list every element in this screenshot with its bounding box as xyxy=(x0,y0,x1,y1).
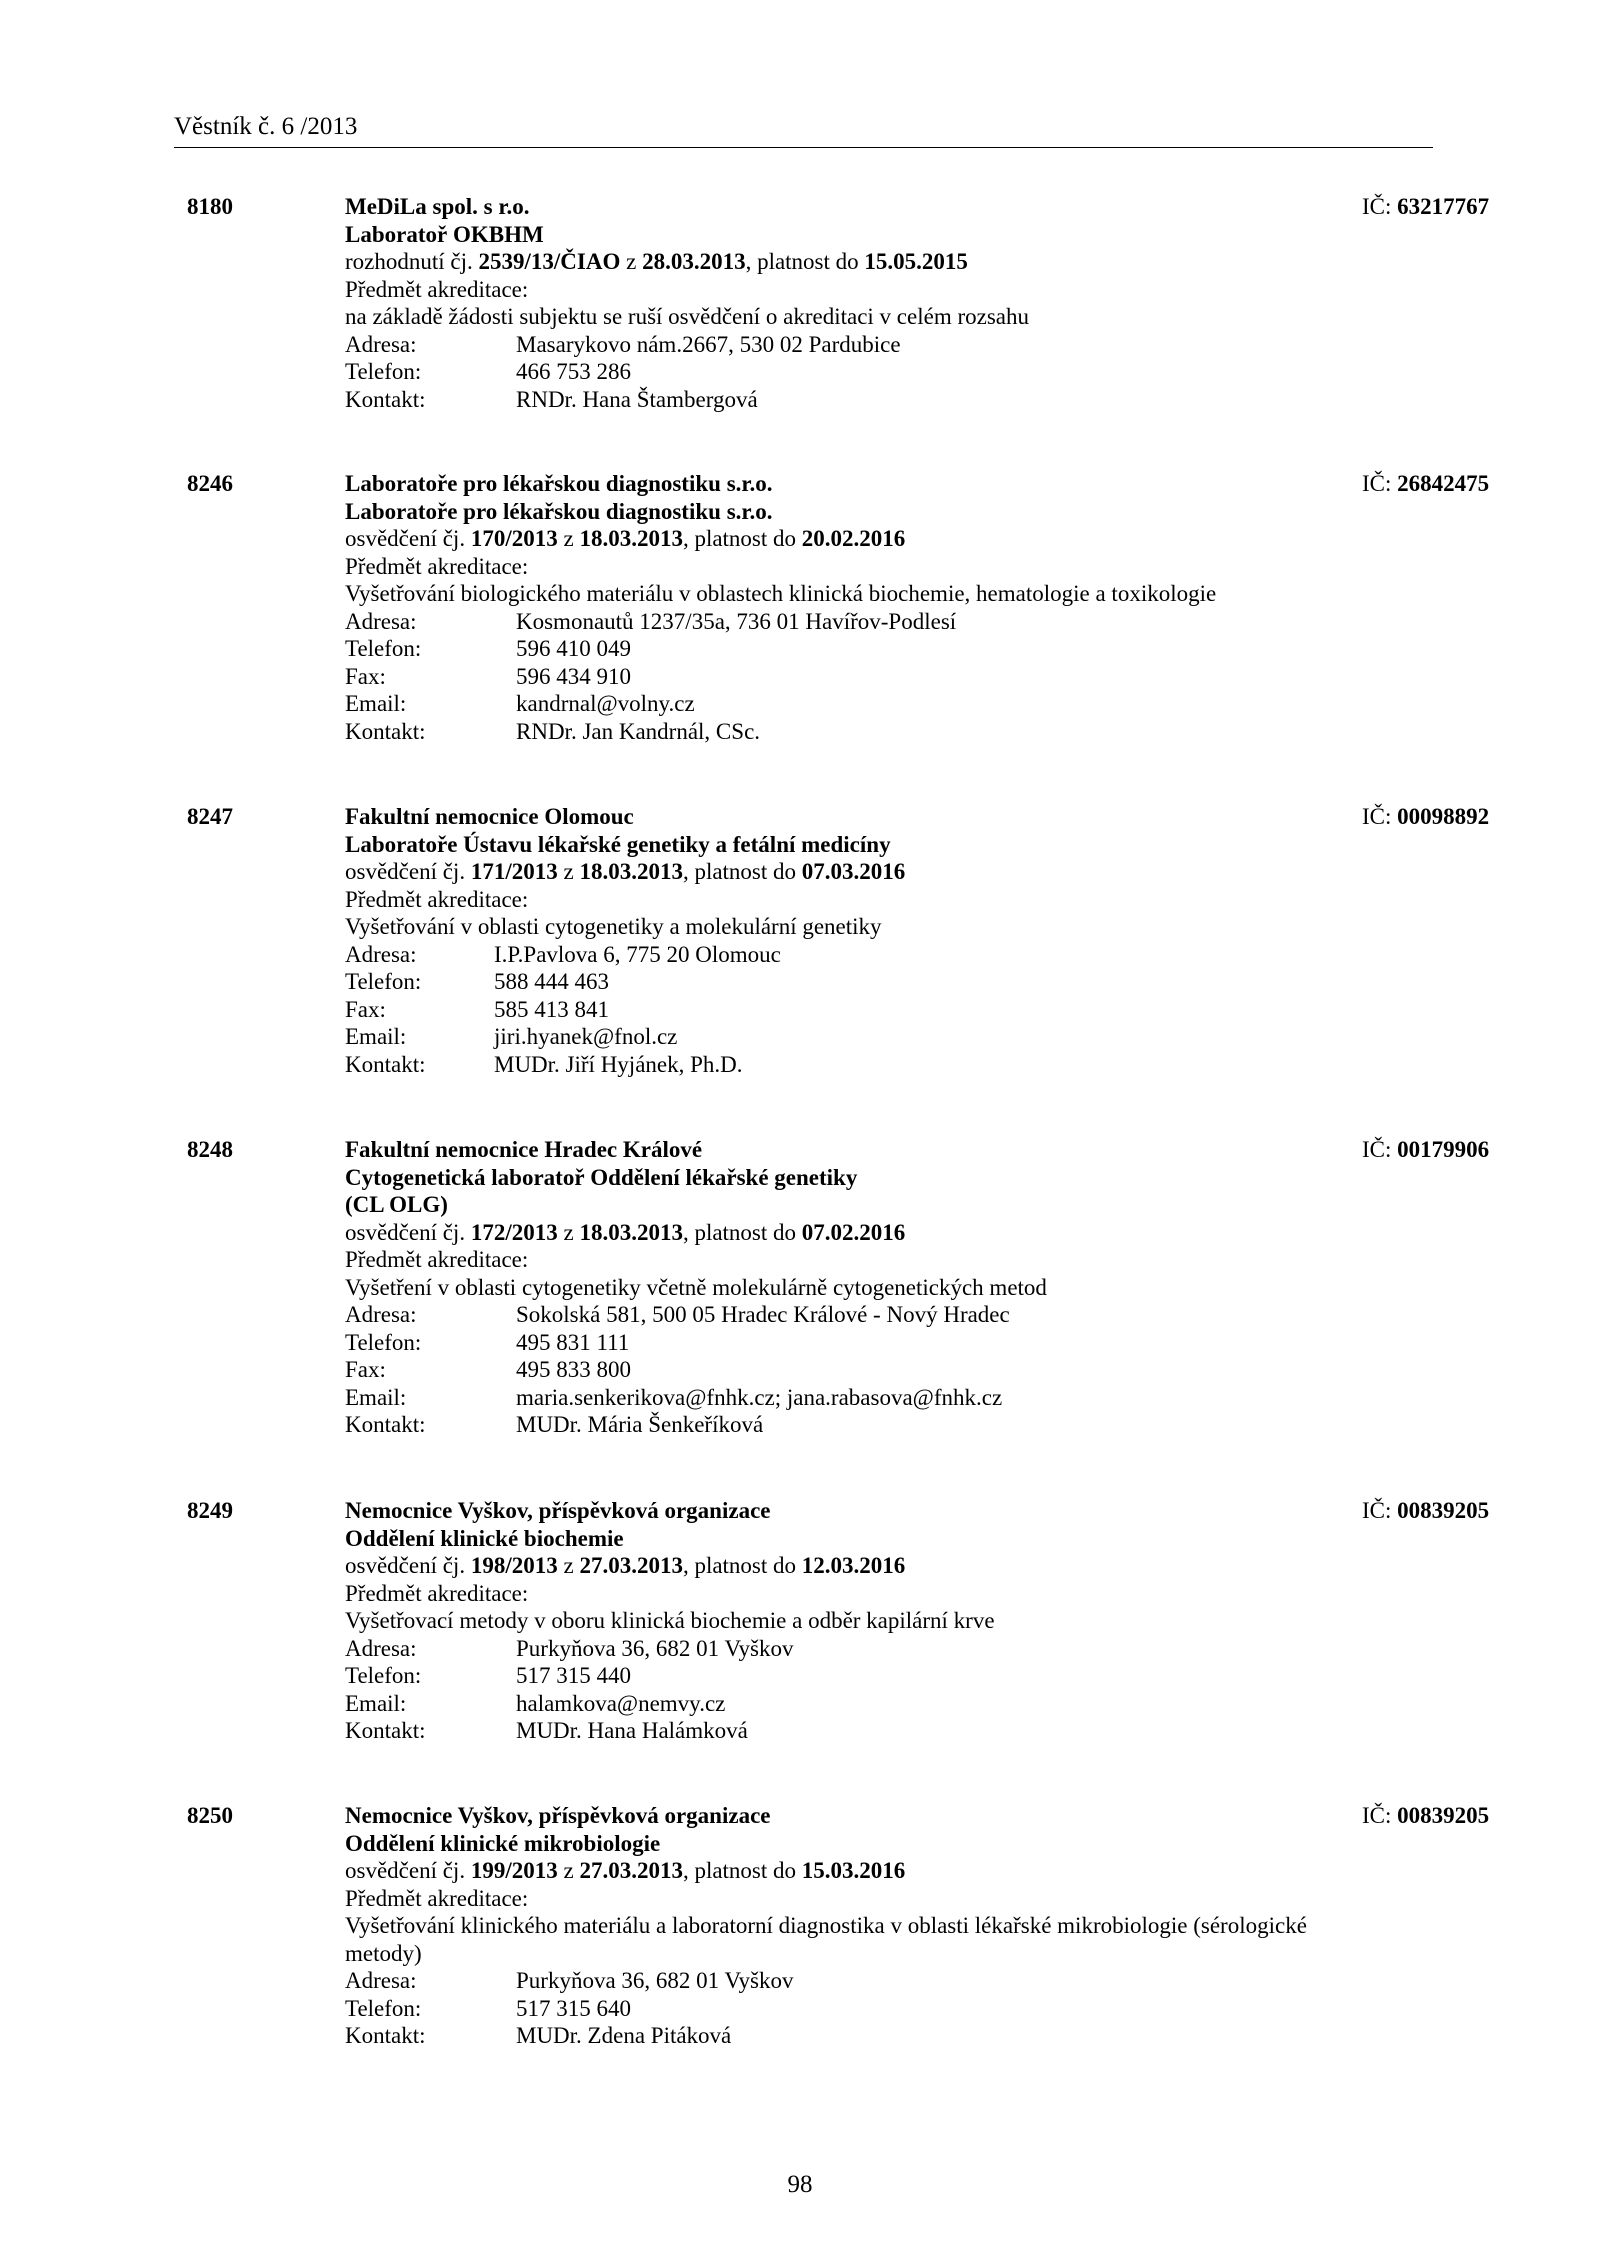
contact-value: RNDr. Hana Štambergová xyxy=(516,386,758,412)
contact-value: kandrnal@volny.cz xyxy=(516,691,695,716)
decision-line xyxy=(345,525,1435,553)
contact-row xyxy=(345,1384,1435,1412)
subject-label: Předmět akreditace: xyxy=(345,886,529,912)
entry-body xyxy=(345,470,1490,745)
contact-label: Telefon: xyxy=(345,1663,422,1688)
date-prefix: z xyxy=(557,859,580,884)
contact-row xyxy=(345,1635,1435,1663)
contact-label: Kontakt: xyxy=(345,386,426,412)
contact-value: Masarykovo nám.2667, 530 02 Pardubice xyxy=(516,331,901,357)
unit-name: Cytogenetická laboratoř Oddělení lékařské genetiky xyxy=(345,1164,858,1190)
entry-body xyxy=(345,1497,1490,1745)
contact-value: MUDr. Zdena Pitáková xyxy=(516,2023,732,2048)
subject-text: Vyšetřování klinického materiálu a laboratorní diagnostika v oblasti lékařské mikrobiologie (sérologické metody) xyxy=(345,1913,1307,1966)
contact-label: Email: xyxy=(345,691,407,716)
ic-number xyxy=(1362,193,1489,221)
entry-number: 8250 xyxy=(187,1803,233,1828)
ic-number xyxy=(1362,1802,1489,1830)
validity-prefix: , platnost do xyxy=(682,1858,802,1883)
organization-name: MeDiLa spol. s r.o. xyxy=(345,194,530,219)
subject-text: Vyšetřování v oblasti cytogenetiky a molekulární genetiky xyxy=(345,914,882,939)
doc-type: osvědčení čj. xyxy=(345,1219,471,1245)
contact-value: jiri.hyanek@fnol.cz xyxy=(494,1024,678,1049)
entry-body xyxy=(345,1802,1490,2050)
ic-label: IČ: xyxy=(1362,1498,1392,1523)
unit-name-continued: (CL OLG) xyxy=(345,1192,448,1217)
decision-line xyxy=(345,1552,1435,1580)
contact-label: Kontakt: xyxy=(345,1412,426,1437)
doc-number: 199/2013 xyxy=(470,1858,558,1883)
contact-row xyxy=(345,1356,1435,1384)
decision-line xyxy=(345,1219,1435,1247)
doc-number: 198/2013 xyxy=(470,1553,558,1578)
organization-name: Nemocnice Vyškov, příspěvková organizace xyxy=(345,1803,771,1828)
issue-date: 27.03.2013 xyxy=(579,1553,683,1578)
subject-label: Předmět akreditace: xyxy=(345,276,529,302)
decision-line xyxy=(345,248,1435,276)
issue-date: 18.03.2013 xyxy=(579,859,683,884)
contact-label: Adresa: xyxy=(345,1635,417,1661)
entry-body xyxy=(345,1136,1490,1439)
contact-row xyxy=(345,358,1435,386)
entry-number: 8246 xyxy=(187,471,233,496)
unit-name: Laboratoře pro lékařskou diagnostiku s.r.o. xyxy=(345,498,773,524)
subject-label: Předmět akreditace: xyxy=(345,1247,529,1272)
issue-date: 18.03.2013 xyxy=(579,526,683,551)
ic-label: IČ: xyxy=(1362,1137,1392,1162)
unit-name: Laboratoře Ústavu lékařské genetiky a fetální medicíny xyxy=(345,831,891,857)
organization-name: Fakultní nemocnice Olomouc xyxy=(345,804,634,829)
contact-value: RNDr. Jan Kandrnál, CSc. xyxy=(516,718,761,744)
validity-prefix: , platnost do xyxy=(682,1553,802,1578)
entry-number: 8249 xyxy=(187,1498,233,1523)
organization-name: Fakultní nemocnice Hradec Králové xyxy=(345,1137,703,1162)
contact-value: 517 315 640 xyxy=(516,1995,631,2021)
contact-value: 495 833 800 xyxy=(516,1357,631,1382)
contact-row xyxy=(345,635,1435,663)
contact-value: MUDr. Hana Halámková xyxy=(516,1718,748,1743)
date-prefix: z xyxy=(557,526,580,551)
doc-type: osvědčení čj. xyxy=(345,1553,471,1578)
doc-number: 172/2013 xyxy=(470,1219,558,1245)
validity-prefix: , platnost do xyxy=(682,859,802,884)
ic-label: IČ: xyxy=(1362,471,1392,496)
subject-label: Předmět akreditace: xyxy=(345,553,529,579)
unit-name: Oddělení klinické biochemie xyxy=(345,1525,624,1551)
contact-label: Fax: xyxy=(345,663,386,689)
ic-value: 63217767 xyxy=(1397,194,1490,219)
contact-label: Email: xyxy=(345,1024,407,1049)
contact-row xyxy=(345,1662,1435,1690)
decision-line xyxy=(345,1857,1435,1885)
validity-date: 20.02.2016 xyxy=(801,526,906,551)
unit-name: Laboratoř OKBHM xyxy=(345,221,544,247)
contact-row xyxy=(345,690,1435,718)
validity-prefix: , platnost do xyxy=(682,1219,802,1245)
contact-label: Adresa: xyxy=(345,941,417,967)
validity-date: 15.05.2015 xyxy=(864,249,968,274)
contact-row xyxy=(345,331,1435,359)
contact-row xyxy=(345,1329,1435,1357)
contact-row xyxy=(345,1717,1435,1745)
issue-date: 27.03.2013 xyxy=(579,1858,683,1883)
header-divider xyxy=(174,147,1433,148)
issue-date: 18.03.2013 xyxy=(579,1219,683,1245)
ic-number xyxy=(1362,470,1489,498)
ic-value: 00839205 xyxy=(1397,1803,1490,1828)
contact-row xyxy=(345,968,1435,996)
subject-label: Předmět akreditace: xyxy=(345,1885,529,1911)
contact-label: Kontakt: xyxy=(345,1051,426,1077)
contact-row xyxy=(345,718,1435,746)
contact-value: maria.senkerikova@fnhk.cz; jana.rabasova@fnhk.cz xyxy=(516,1384,1003,1410)
contact-row xyxy=(345,1995,1435,2023)
doc-type: osvědčení čj. xyxy=(345,526,471,551)
contact-label: Telefon: xyxy=(345,1995,422,2021)
contact-row xyxy=(345,386,1435,414)
contact-row xyxy=(345,1051,1435,1079)
contact-label: Telefon: xyxy=(345,359,422,384)
contact-row xyxy=(345,1690,1435,1718)
contact-row xyxy=(345,663,1435,691)
entry-number: 8248 xyxy=(187,1137,233,1162)
subject-text: na základě žádosti subjektu se ruší osvědčení o akreditaci v celém rozsahu xyxy=(345,304,1029,329)
contact-value: I.P.Pavlova 6, 775 20 Olomouc xyxy=(494,941,781,967)
subject-text: Vyšetřovací metody v oboru klinická biochemie a odběr kapilární krve xyxy=(345,1608,995,1633)
doc-number: 2539/13/ČIAO xyxy=(478,249,621,274)
date-prefix: z xyxy=(620,249,643,274)
decision-line xyxy=(345,858,1435,886)
contact-value: 495 831 111 xyxy=(516,1329,630,1355)
contact-value: 596 410 049 xyxy=(516,636,631,661)
ic-number xyxy=(1362,1497,1489,1525)
contact-value: 588 444 463 xyxy=(494,969,609,994)
date-prefix: z xyxy=(557,1858,580,1883)
entry-number: 8247 xyxy=(187,804,233,829)
ic-value: 26842475 xyxy=(1397,471,1490,496)
validity-prefix: , platnost do xyxy=(682,526,802,551)
ic-value: 00098892 xyxy=(1397,804,1490,829)
page-number: 98 xyxy=(787,2171,813,2198)
organization-name: Nemocnice Vyškov, příspěvková organizace xyxy=(345,1498,771,1523)
doc-type: osvědčení čj. xyxy=(345,1858,471,1883)
unit-name: Oddělení klinické mikrobiologie xyxy=(345,1830,661,1856)
validity-prefix: , platnost do xyxy=(745,249,865,274)
contact-row xyxy=(345,1967,1435,1995)
contact-value: 517 315 440 xyxy=(516,1663,631,1688)
contact-row xyxy=(345,996,1435,1024)
contact-value: 466 753 286 xyxy=(516,359,631,384)
contact-value: MUDr. Mária Šenkeříková xyxy=(516,1412,764,1437)
date-prefix: z xyxy=(557,1219,580,1245)
contact-label: Kontakt: xyxy=(345,718,426,744)
contact-label: Telefon: xyxy=(345,1329,422,1355)
contact-value: MUDr. Jiří Hyjánek, Ph.D. xyxy=(494,1051,743,1077)
validity-date: 15.03.2016 xyxy=(801,1858,906,1883)
contact-row xyxy=(345,1301,1435,1329)
entry-number: 8180 xyxy=(187,194,233,219)
contact-label: Telefon: xyxy=(345,969,422,994)
ic-value: 00839205 xyxy=(1397,1498,1490,1523)
contact-value: 596 434 910 xyxy=(516,663,631,689)
contact-value: Purkyňova 36, 682 01 Vyškov xyxy=(516,1635,794,1661)
subject-label: Předmět akreditace: xyxy=(345,1580,529,1606)
page-header-title: Věstník č. 6 /2013 xyxy=(174,113,358,140)
doc-type: rozhodnutí čj. xyxy=(345,249,479,274)
contact-value: Sokolská 581, 500 05 Hradec Králové - Nový Hradec xyxy=(516,1302,1010,1327)
ic-number xyxy=(1362,803,1489,831)
contact-label: Telefon: xyxy=(345,636,422,661)
contact-row xyxy=(345,1023,1435,1051)
contact-value: 585 413 841 xyxy=(494,996,609,1022)
contact-label: Email: xyxy=(345,1690,407,1716)
date-prefix: z xyxy=(557,1553,580,1578)
contact-label: Kontakt: xyxy=(345,2023,426,2048)
doc-type: osvědčení čj. xyxy=(345,859,471,884)
contact-label: Kontakt: xyxy=(345,1718,426,1743)
contact-value: Purkyňova 36, 682 01 Vyškov xyxy=(516,1968,794,1993)
contact-value: halamkova@nemvy.cz xyxy=(516,1690,726,1716)
doc-number: 170/2013 xyxy=(470,526,558,551)
contact-label: Adresa: xyxy=(345,1968,417,1993)
contact-row xyxy=(345,2022,1435,2050)
subject-text: Vyšetření v oblasti cytogenetiky včetně molekulárně cytogenetických metod xyxy=(345,1274,1047,1300)
ic-label: IČ: xyxy=(1362,1803,1392,1828)
ic-label: IČ: xyxy=(1362,804,1392,829)
organization-name: Laboratoře pro lékařskou diagnostiku s.r.o. xyxy=(345,471,773,496)
contact-value: Kosmonautů 1237/35a, 736 01 Havířov-Podlesí xyxy=(516,608,957,634)
validity-date: 07.03.2016 xyxy=(801,859,906,884)
issue-date: 28.03.2013 xyxy=(642,249,746,274)
contact-label: Adresa: xyxy=(345,608,417,634)
subject-text: Vyšetřování biologického materiálu v oblastech klinická biochemie, hematologie a toxikologie xyxy=(345,581,1217,606)
contact-label: Fax: xyxy=(345,996,386,1022)
validity-date: 07.02.2016 xyxy=(801,1219,906,1245)
contact-row xyxy=(345,608,1435,636)
contact-label: Adresa: xyxy=(345,331,417,357)
contact-label: Fax: xyxy=(345,1357,386,1382)
doc-number: 171/2013 xyxy=(470,859,558,884)
contact-row xyxy=(345,941,1435,969)
contact-label: Email: xyxy=(345,1384,407,1410)
contact-row xyxy=(345,1411,1435,1439)
ic-label: IČ: xyxy=(1362,194,1392,219)
validity-date: 12.03.2016 xyxy=(801,1553,906,1578)
contact-label: Adresa: xyxy=(345,1302,417,1327)
entry-body xyxy=(345,193,1490,413)
ic-number xyxy=(1362,1136,1489,1164)
entry-body xyxy=(345,803,1490,1078)
ic-value: 00179906 xyxy=(1397,1137,1490,1162)
